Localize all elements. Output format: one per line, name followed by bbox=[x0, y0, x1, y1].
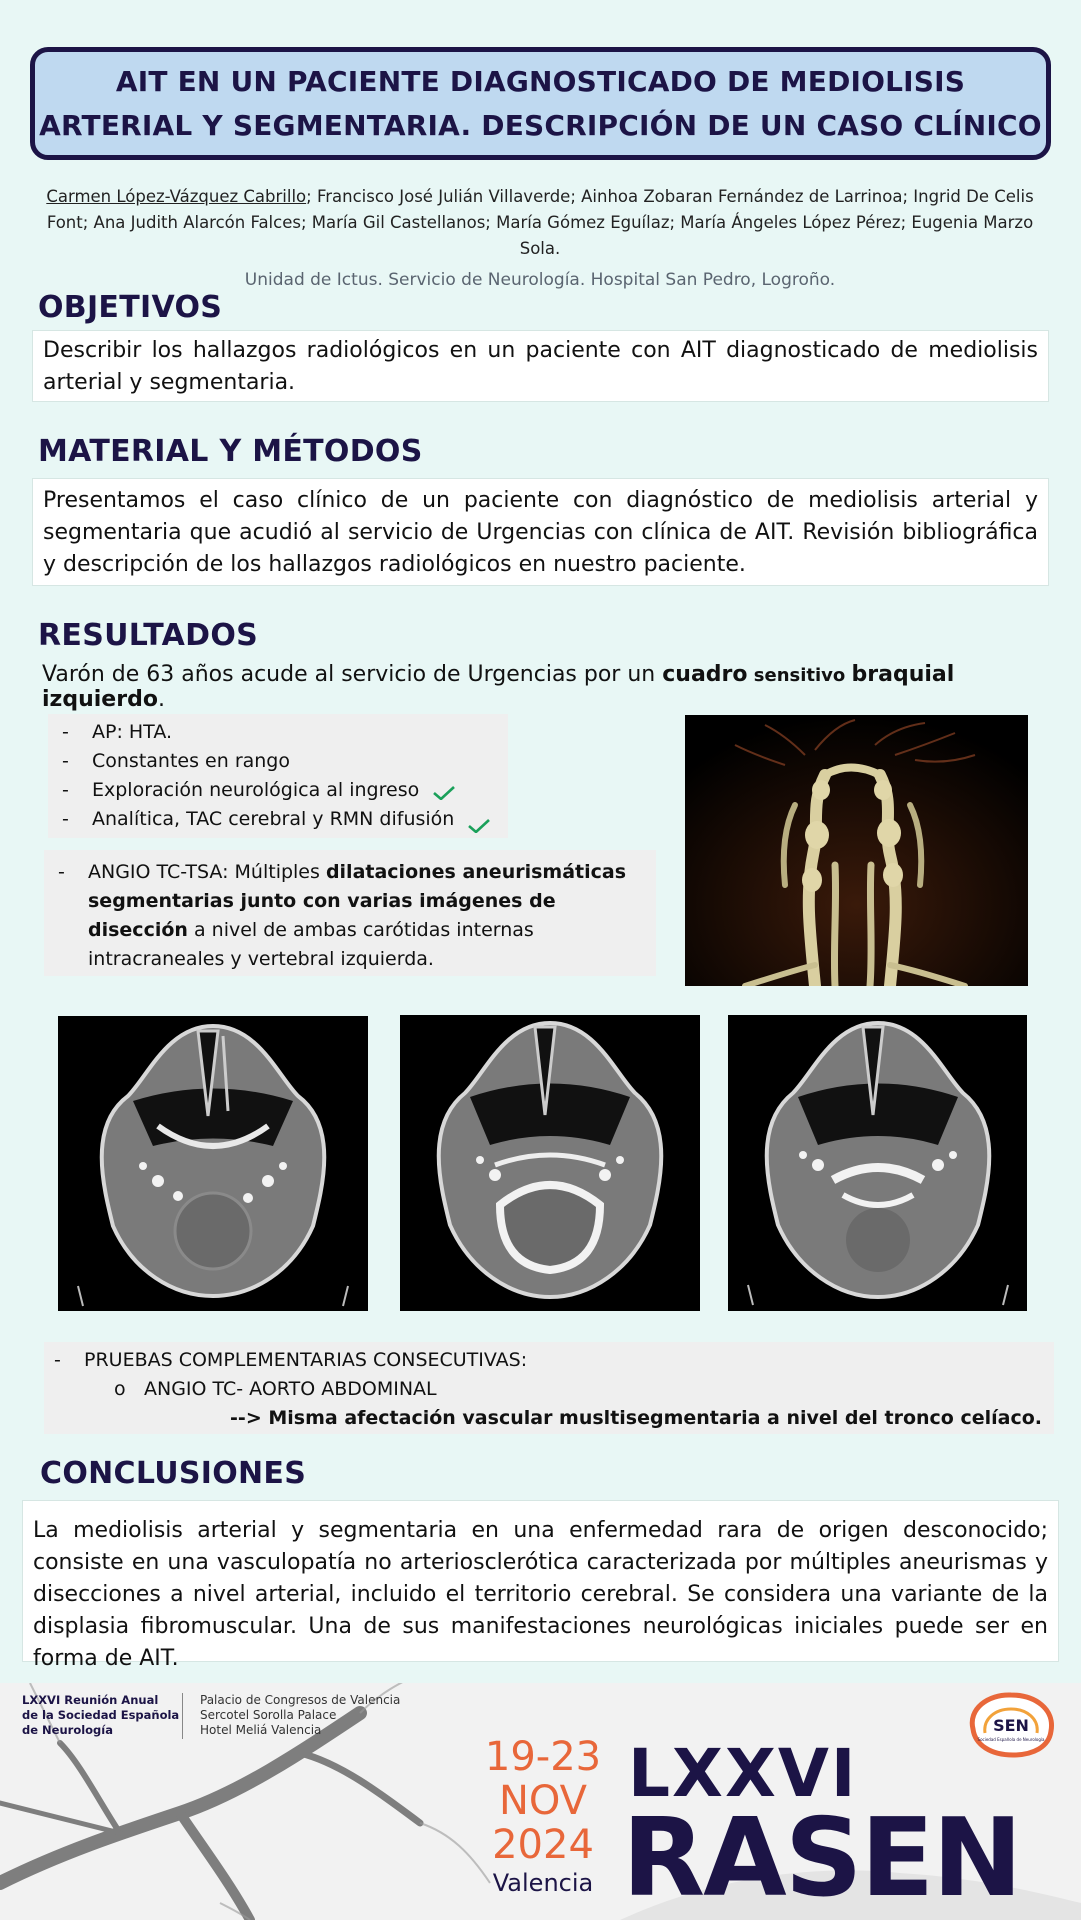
venue-line: Palacio de Congresos de Valencia bbox=[200, 1693, 401, 1707]
list-item-text: Analítica, TAC cerebral y RMN difusión bbox=[92, 808, 455, 830]
ct-scan-rendering bbox=[58, 1016, 368, 1311]
ct-axial-image-3 bbox=[728, 1015, 1027, 1311]
event-name: RASEN bbox=[622, 1796, 1021, 1920]
list-item bbox=[62, 747, 494, 776]
material-heading: MATERIAL Y MÉTODOS bbox=[38, 434, 423, 469]
pruebas-title: PRUEBAS COMPLEMENTARIAS CONSECUTIVAS: bbox=[84, 1349, 528, 1371]
event-dates bbox=[478, 1735, 608, 1867]
resultados-intro bbox=[42, 662, 1052, 712]
event-edition: LXXVI bbox=[628, 1735, 858, 1812]
vessel-rendering bbox=[685, 715, 1028, 986]
conclusiones-text: La mediolisis arterial y segmentaria en una enfermedad rara de origen desconocido; consiste en una vasculopatía no arteriosclerótica caracterizada por múltiples aneurismas y disecciones a nivel arterial, incluido el territorio cerebral. Se considera una variante de la displasia fibromuscular. Una de sus manifestaciones neurológicas iniciales puede ser en forma de AIT. bbox=[22, 1500, 1059, 1662]
dash-bullet: - bbox=[54, 1349, 61, 1371]
venue-line: Sercotel Sorolla Palace bbox=[200, 1708, 337, 1722]
ct-axial-image-1 bbox=[58, 1016, 368, 1311]
ct-scan-rendering bbox=[400, 1015, 700, 1311]
dash-bullet: - bbox=[62, 779, 69, 801]
dash-bullet: - bbox=[62, 750, 69, 772]
ct-scan-rendering bbox=[728, 1015, 1027, 1311]
checkmark-icon bbox=[433, 786, 455, 800]
angio-tc-tsa-box bbox=[44, 850, 656, 976]
list-item bbox=[62, 805, 494, 834]
checkmark-icon bbox=[468, 819, 490, 833]
resultados-heading: RESULTADOS bbox=[38, 618, 259, 653]
affiliation: Unidad de Ictus. Servicio de Neurología. Hospital San Pedro, Logroño. bbox=[244, 270, 836, 290]
circle-bullet: o bbox=[114, 1378, 126, 1400]
ct-axial-image-2 bbox=[400, 1015, 700, 1311]
list-item-text: Constantes en rango bbox=[92, 750, 290, 772]
intro-part-e: . bbox=[157, 687, 165, 712]
intro-part-b: cuadro bbox=[662, 662, 748, 687]
dash-bullet: - bbox=[62, 721, 69, 743]
footer-divider bbox=[182, 1693, 183, 1739]
venue-list bbox=[200, 1693, 420, 1738]
title-line-2: ARTERIAL Y SEGMENTARIA. DESCRIPCIÓN DE UN CASO CLÍNICO bbox=[39, 108, 1042, 142]
date-line: 2024 bbox=[492, 1822, 594, 1868]
conclusiones-heading: CONCLUSIONES bbox=[40, 1456, 307, 1491]
angio-part-c: a nivel de ambas carótidas internas intracraneales y vertebral izquierda. bbox=[88, 919, 534, 970]
list-item-text: Exploración neurológica al ingreso bbox=[92, 779, 420, 801]
date-line: 19-23 bbox=[484, 1734, 602, 1780]
material-text: Presentamos el caso clínico de un paciente con diagnóstico de mediolisis arterial y segmentaria que acudió al servicio de Urgencias con clínica de AIT. Revisión bibliográfica y descripción de los hallazgos radiológicos en nuestro paciente. bbox=[32, 478, 1049, 586]
logo-subtext: Sociedad Española de Neurología bbox=[977, 1737, 1045, 1742]
list-item bbox=[62, 718, 494, 747]
meeting-line: de la Sociedad Española bbox=[22, 1708, 180, 1722]
dash-bullet: - bbox=[58, 861, 65, 883]
list-item-text: AP: HTA. bbox=[92, 721, 173, 743]
meeting-line: LXXVI Reunión Anual bbox=[22, 1693, 159, 1707]
meeting-line: de Neurología bbox=[22, 1723, 113, 1737]
intro-part-a: Varón de 63 años acude al servicio de Urgencias por un bbox=[42, 662, 663, 687]
brain-logo-icon bbox=[963, 1689, 1059, 1761]
clinical-findings-box bbox=[48, 714, 508, 838]
meeting-name bbox=[22, 1693, 182, 1738]
logo-text: SEN bbox=[993, 1716, 1029, 1735]
title-line-1: AIT EN UN PACIENTE DIAGNOSTICADO DE MEDIOLISIS bbox=[115, 64, 966, 98]
sen-logo bbox=[963, 1689, 1059, 1761]
congress-footer-banner bbox=[0, 1683, 1081, 1920]
objetivos-text: Describir los hallazgos radiológicos en un paciente con AIT diagnosticado de mediolisis arterial y segmentaria. bbox=[32, 330, 1049, 402]
objetivos-heading: OBJETIVOS bbox=[38, 290, 223, 325]
date-line: NOV bbox=[498, 1778, 588, 1824]
event-city: Valencia bbox=[492, 1869, 594, 1897]
angio-part-a: ANGIO TC-TSA: Múltiples bbox=[88, 861, 326, 883]
venue-line: Hotel Meliá Valencia bbox=[200, 1723, 322, 1737]
title-box bbox=[30, 47, 1051, 160]
pruebas-complementarias-box bbox=[44, 1342, 1054, 1434]
intro-part-c: sensitivo bbox=[747, 665, 852, 686]
angio-part-b: dilataciones aneurismáticas segmentarias junto con varias imágenes de disección bbox=[88, 861, 627, 941]
angio-3d-reconstruction-image bbox=[685, 715, 1028, 986]
intro-part-d: braquial izquierdo bbox=[42, 662, 955, 712]
pruebas-item: ANGIO TC- AORTO ABDOMINAL bbox=[144, 1378, 437, 1400]
authors bbox=[40, 184, 1040, 262]
dash-bullet: - bbox=[62, 808, 69, 830]
list-item bbox=[62, 776, 494, 805]
co-authors: ; Francisco José Julián Villaverde; Ainhoa Zobaran Fernández de Larrinoa; Ingrid De Celis Font; Ana Judith Alarcón Falces; María Gil Castellanos; María Gómez Eguílaz; María Ángeles López Pérez; Eugenia Marzo Sola. bbox=[46, 187, 1034, 258]
pruebas-result: --> Misma afectación vascular musltisegmentaria a nivel del tronco celíaco. bbox=[230, 1407, 1042, 1429]
poster-title bbox=[39, 60, 1042, 148]
first-author: Carmen López-Vázquez Cabrillo bbox=[46, 187, 307, 206]
